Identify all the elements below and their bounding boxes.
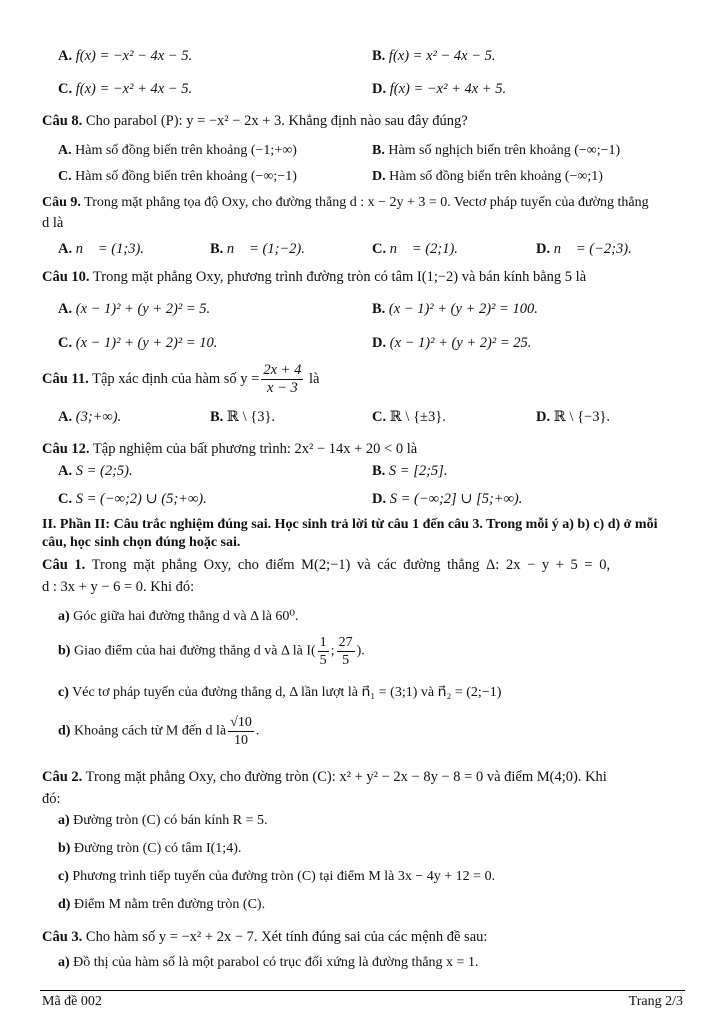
question-text: Tập nghiệm của bất phương trình: 2x² − 14x + 20 < 0 là: [92, 441, 418, 457]
statement-text: .: [255, 723, 260, 739]
q9-option-d: [536, 240, 632, 258]
fraction-numerator: 1: [319, 635, 327, 650]
q7-option-a: [58, 47, 192, 65]
q9-option-a: [58, 240, 144, 258]
fraction-denominator: 5: [319, 653, 327, 668]
statement-label: b): [58, 841, 71, 856]
question-text: Cho parabol (P): y = −x² − 2x + 3. Khẳng định nào sau đây đúng?: [85, 113, 468, 129]
statement-label: c): [58, 869, 69, 884]
option-label: A.: [58, 409, 73, 425]
q12-option-c: [58, 490, 207, 508]
p2q2-statement-a: [58, 812, 268, 830]
statement-label: a): [58, 955, 70, 970]
option-label: B.: [372, 301, 386, 317]
q9-stem-line2: [42, 214, 63, 232]
fraction: [318, 634, 329, 669]
statement-text: Giao điểm của hai đường thẳng d và Δ là I(: [73, 643, 316, 659]
q12-stem: [42, 440, 417, 458]
q9-stem-line1: [42, 194, 649, 212]
p2q3-stem: [42, 928, 487, 946]
question-text: d là: [42, 215, 64, 231]
option-label: C.: [58, 81, 73, 97]
question-text: Trong mặt phẳng Oxy, cho đường tròn (C): x² + y² − 2x − 8y − 8 = 0 và điểm M(4;0). Khi: [85, 769, 607, 785]
question-label: Câu 12.: [42, 441, 90, 457]
option-text: f(x) = −x² + 4x − 5.: [75, 81, 193, 97]
statement-text: Điểm M nằm trên đường tròn (C).: [73, 897, 266, 912]
statement-label: d): [58, 897, 71, 912]
p2q1-stem-line1: [42, 556, 610, 574]
q9-option-c: [372, 240, 458, 258]
statement-label: a): [58, 813, 70, 828]
option-text: f(x) = x² − 4x − 5.: [388, 48, 496, 64]
statement-text: Phương trình tiếp tuyến của đường tròn (C) tại điểm M là 3x − 4y + 12 = 0.: [72, 869, 496, 884]
question-label: Câu 11.: [42, 371, 89, 387]
q8-option-b: [372, 142, 620, 160]
option-text: S = (−∞;2) ∪ (5;+∞).: [75, 491, 207, 507]
option-label: D.: [372, 491, 387, 507]
fraction-denominator: 5: [342, 653, 350, 668]
q11-option-c: [372, 408, 446, 426]
option-text: Hàm số nghịch biến trên khoảng (−∞;−1): [388, 143, 621, 158]
question-text: Cho hàm số y = −x² + 2x − 7. Xét tính đúng sai của các mệnh đề sau:: [85, 929, 488, 945]
option-label: B.: [372, 48, 386, 64]
fraction: [261, 362, 303, 397]
option-label: D.: [372, 169, 386, 184]
option-text: n⃗ = (2;1).: [389, 241, 458, 257]
page-number: Trang 2/3: [628, 994, 683, 1009]
question-label: Câu 3.: [42, 929, 83, 945]
option-text: (x − 1)² + (y + 2)² = 25.: [389, 335, 532, 351]
option-text: S = (2;5).: [75, 463, 133, 479]
option-label: D.: [536, 409, 551, 425]
question-label: Câu 8.: [42, 113, 83, 129]
footer-divider: [40, 990, 685, 991]
fraction-numerator: 27: [338, 635, 353, 650]
option-label: B.: [210, 409, 224, 425]
p2q1-statement-d: [58, 714, 259, 749]
question-text: đó:: [42, 791, 61, 807]
option-text: S = (−∞;2] ∪ [5;+∞).: [389, 491, 523, 507]
option-text: ℝ \ {±3}.: [389, 409, 446, 425]
option-label: D.: [536, 241, 551, 257]
statement-text: Đồ thị của hàm số là một parabol có trục đối xứng là đường thẳng x = 1.: [73, 955, 479, 970]
option-text: n⃗ = (−2;3).: [553, 241, 632, 257]
option-text: (x − 1)² + (y + 2)² = 100.: [388, 301, 538, 317]
option-label: A.: [58, 241, 73, 257]
part2-heading-line2: câu, học sinh chọn đúng hoặc sai.: [42, 535, 241, 550]
option-text: Hàm số đồng biến trên khoảng (−∞;−1): [75, 169, 297, 184]
option-text: S = [2;5].: [388, 463, 448, 479]
q10-stem: [42, 268, 586, 286]
statement-text: Khoảng cách từ M đến d là: [73, 723, 227, 739]
q10-option-b: [372, 300, 538, 318]
question-label: Câu 2.: [42, 769, 83, 785]
option-label: D.: [372, 335, 387, 351]
q8-stem: [42, 112, 468, 130]
question-label: Câu 1.: [42, 557, 86, 573]
q12-option-b: [372, 462, 447, 480]
part2-heading-line1: II. Phần II: Câu trắc nghiệm đúng sai. Học sinh trả lời từ câu 1 đến câu 3. Trong mỗi ý a) b) c) d) ở mỗi: [42, 517, 658, 532]
option-label: B.: [372, 143, 385, 158]
option-text: f(x) = −x² + 4x + 5.: [389, 81, 507, 97]
q10-option-d: [372, 334, 531, 352]
option-label: D.: [372, 81, 387, 97]
option-label: A.: [58, 301, 73, 317]
option-label: A.: [58, 48, 73, 64]
option-text: f(x) = −x² − 4x − 5.: [75, 48, 193, 64]
option-label: B.: [210, 241, 224, 257]
q9-option-b: [210, 240, 305, 258]
q8-option-a: [58, 142, 297, 160]
fraction-denominator: 10: [234, 733, 249, 748]
question-text: là: [308, 371, 320, 387]
question-text: Trong mặt phẳng tọa độ Oxy, cho đường thẳng d : x − 2y + 3 = 0. Vectơ pháp tuyến của đường thẳng: [84, 195, 649, 210]
p2q1-stem-line2: [42, 578, 194, 596]
p2q2-stem-line1: [42, 768, 607, 786]
exam-code: Mã đề 002: [42, 994, 102, 1009]
question-text: d : 3x + y − 6 = 0. Khi đó:: [42, 579, 195, 595]
fraction-numerator: 2x + 4: [263, 362, 302, 379]
statement-label: b): [58, 643, 71, 659]
q11-option-b: [210, 408, 275, 426]
statement-text: Góc giữa hai đường thẳng d và Δ là 60⁰.: [73, 609, 299, 624]
option-label: C.: [58, 169, 72, 184]
question-text: Trong mặt phẳng Oxy, cho điểm M(2;−1) và các đường thẳng Δ: 2x − y + 5 = 0,: [91, 557, 611, 573]
option-text: (3;+∞).: [75, 409, 122, 425]
q11-option-d: [536, 408, 610, 426]
option-label: A.: [58, 143, 72, 158]
q8-option-d: [372, 168, 603, 186]
q7-option-c: [58, 80, 192, 98]
q12-option-d: [372, 490, 522, 508]
q11-option-a: [58, 408, 121, 426]
p2q2-statement-b: [58, 840, 241, 858]
statement-text: Véc tơ pháp tuyến của đường thẳng d, Δ lần lượt là n⃗₁ = (3;1) và n⃗₂ = (2;−1): [72, 685, 502, 700]
statement-text: Đường tròn (C) có bán kính R = 5.: [73, 813, 268, 828]
q10-option-c: [58, 334, 217, 352]
p2q3-statement-a: [58, 954, 478, 972]
statement-label: a): [58, 609, 70, 624]
option-label: C.: [58, 335, 73, 351]
option-label: C.: [58, 491, 73, 507]
option-label: C.: [372, 241, 387, 257]
question-text: Trong mặt phẳng Oxy, phương trình đường tròn có tâm I(1;−2) và bán kính bằng 5 là: [92, 269, 587, 285]
q7-option-b: [372, 47, 496, 65]
p2q2-stem-line2: [42, 790, 61, 808]
option-text: n⃗ = (1;−2).: [226, 241, 305, 257]
p2q2-statement-c: [58, 868, 495, 886]
fraction-numerator: √10: [230, 715, 252, 730]
fraction: [337, 634, 355, 669]
question-label: Câu 10.: [42, 269, 90, 285]
p2q1-statement-a: [58, 608, 299, 626]
option-text: (x − 1)² + (y + 2)² = 10.: [75, 335, 218, 351]
q8-option-c: [58, 168, 297, 186]
question-label: Câu 9.: [42, 195, 81, 210]
option-text: Hàm số đồng biến trên khoảng (−1;+∞): [75, 143, 297, 158]
p2q2-statement-d: [58, 896, 265, 914]
option-label: C.: [372, 409, 387, 425]
p2q1-statement-c: [58, 684, 501, 702]
q11-stem: [42, 362, 319, 397]
option-text: (x − 1)² + (y + 2)² = 5.: [75, 301, 211, 317]
statement-label: d): [58, 723, 71, 739]
statement-text: ).: [356, 643, 365, 659]
option-text: n⃗ = (1;3).: [75, 241, 144, 257]
statement-text: Đường tròn (C) có tâm I(1;4).: [73, 841, 242, 856]
option-label: B.: [372, 463, 386, 479]
q10-option-a: [58, 300, 210, 318]
p2q1-statement-b: [58, 634, 365, 669]
q7-option-d: [372, 80, 506, 98]
separator: ;: [330, 643, 335, 659]
option-text: ℝ \ {3}.: [226, 409, 276, 425]
q12-option-a: [58, 462, 133, 480]
fraction: [228, 714, 254, 749]
option-text: ℝ \ {−3}.: [553, 409, 611, 425]
option-label: A.: [58, 463, 73, 479]
question-text: Tập xác định của hàm số y =: [92, 371, 260, 387]
fraction-denominator: x − 3: [266, 380, 298, 397]
option-text: Hàm số đồng biến trên khoảng (−∞;1): [389, 169, 603, 184]
statement-label: c): [58, 685, 69, 700]
